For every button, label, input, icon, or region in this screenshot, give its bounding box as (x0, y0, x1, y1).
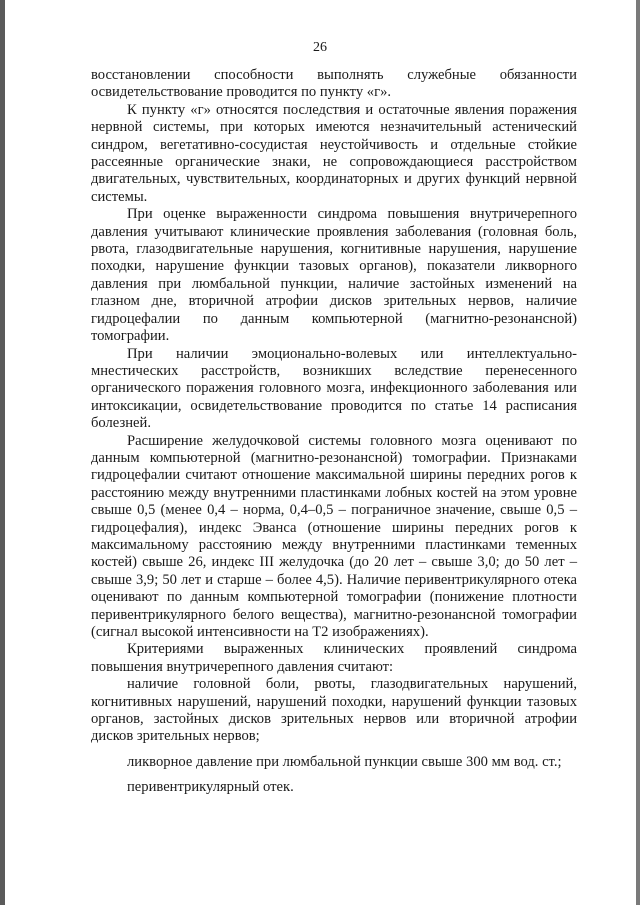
list-item-symptoms: наличие головной боли, рвоты, глазодвигательных нарушений, когнитивных нарушений, нарушений походки, нарушений функции тазовых органов, застойных дисков зрительных нервов или вторичной атрофии дисков зрительных нервов; (91, 676, 577, 745)
paragraph-ventricular-system: Расширение желудочковой системы головного мозга оценивают по данным компьютерной (магнитно-резонансной) томографии. Признаками гидроцефалии считают отношение максимальной ширины передних рогов к расстоянию между внутренними пластинками лобных костей на этом уровне свыше 0,5 (менее 0,4 – норма, 0,4–0,5 – пограничное значение, свыше 0,5 – гидроцефалия), индекс Эванса (отношение ширины передних рогов к максимальному расстоянию между внутренними пластинками теменных костей) свыше 26, индекс III желудочка (до 20 лет – свыше 3,0; до 50 лет – свыше 3,9; 50 лет и старше – более 4,5). Наличие перивентрикулярного отека оценивают по данным компьютерной томографии (понижение плотности перивентрикулярного белого вещества), магнитно-резонансной томографии (сигнал высокой интенсивности на Т2 изображениях). (91, 432, 577, 640)
list-item-periventricular-edema: перивентрикулярный отек. (127, 779, 294, 796)
paragraph-point-g: К пункту «г» относятся последствия и остаточные явления поражения нервной системы, при которых имеются незначительный астенический синдром, вегетативно-сосудистая неустойчивость и отдельные стойкие рассеянные органические знаки, не сопровождающиеся расстройством двигательных, чувствительных, координаторных и других функций нервной системы. (91, 101, 577, 205)
document-body (91, 67, 577, 797)
paragraph-criteria-intro: Критериями выраженных клинических проявлений синдрома повышения внутричерепного давления считают: (91, 641, 577, 675)
scan-edge-right (636, 0, 640, 905)
paragraph-continuation: восстановлении способности выполнять служебные обязанности освидетельствование проводится по пункту «г». (91, 67, 577, 101)
scan-edge-left (0, 0, 5, 905)
page-number: 26 (313, 40, 327, 55)
paragraph-intracranial-pressure: При оценке выраженности синдрома повышения внутричерепного давления учитывают клинические проявления заболевания (головная боль, рвота, глазодвигательные нарушения, когнитивные нарушения, нарушение походки, нарушение функции тазовых органов), показатели ликворного давления при люмбальной пункции, наличие застойных изменений на глазном дне, вторичной атрофии дисков зрительных нервов, наличие гидроцефалии по данным компьютерной (магнитно-резонансной) томографии. (91, 206, 577, 345)
paragraph-emotional-disorders: При наличии эмоционально-волевых или интеллектуально-мнестических расстройств, возникших вследствие перенесенного органического поражения головного мозга, инфекционного заболевания или интоксикации, освидетельствование проводится по статье 14 расписания болезней. (91, 345, 577, 432)
list-item-csf-pressure: ликворное давление при люмбальной пункции свыше 300 мм вод. ст.; (127, 753, 562, 770)
